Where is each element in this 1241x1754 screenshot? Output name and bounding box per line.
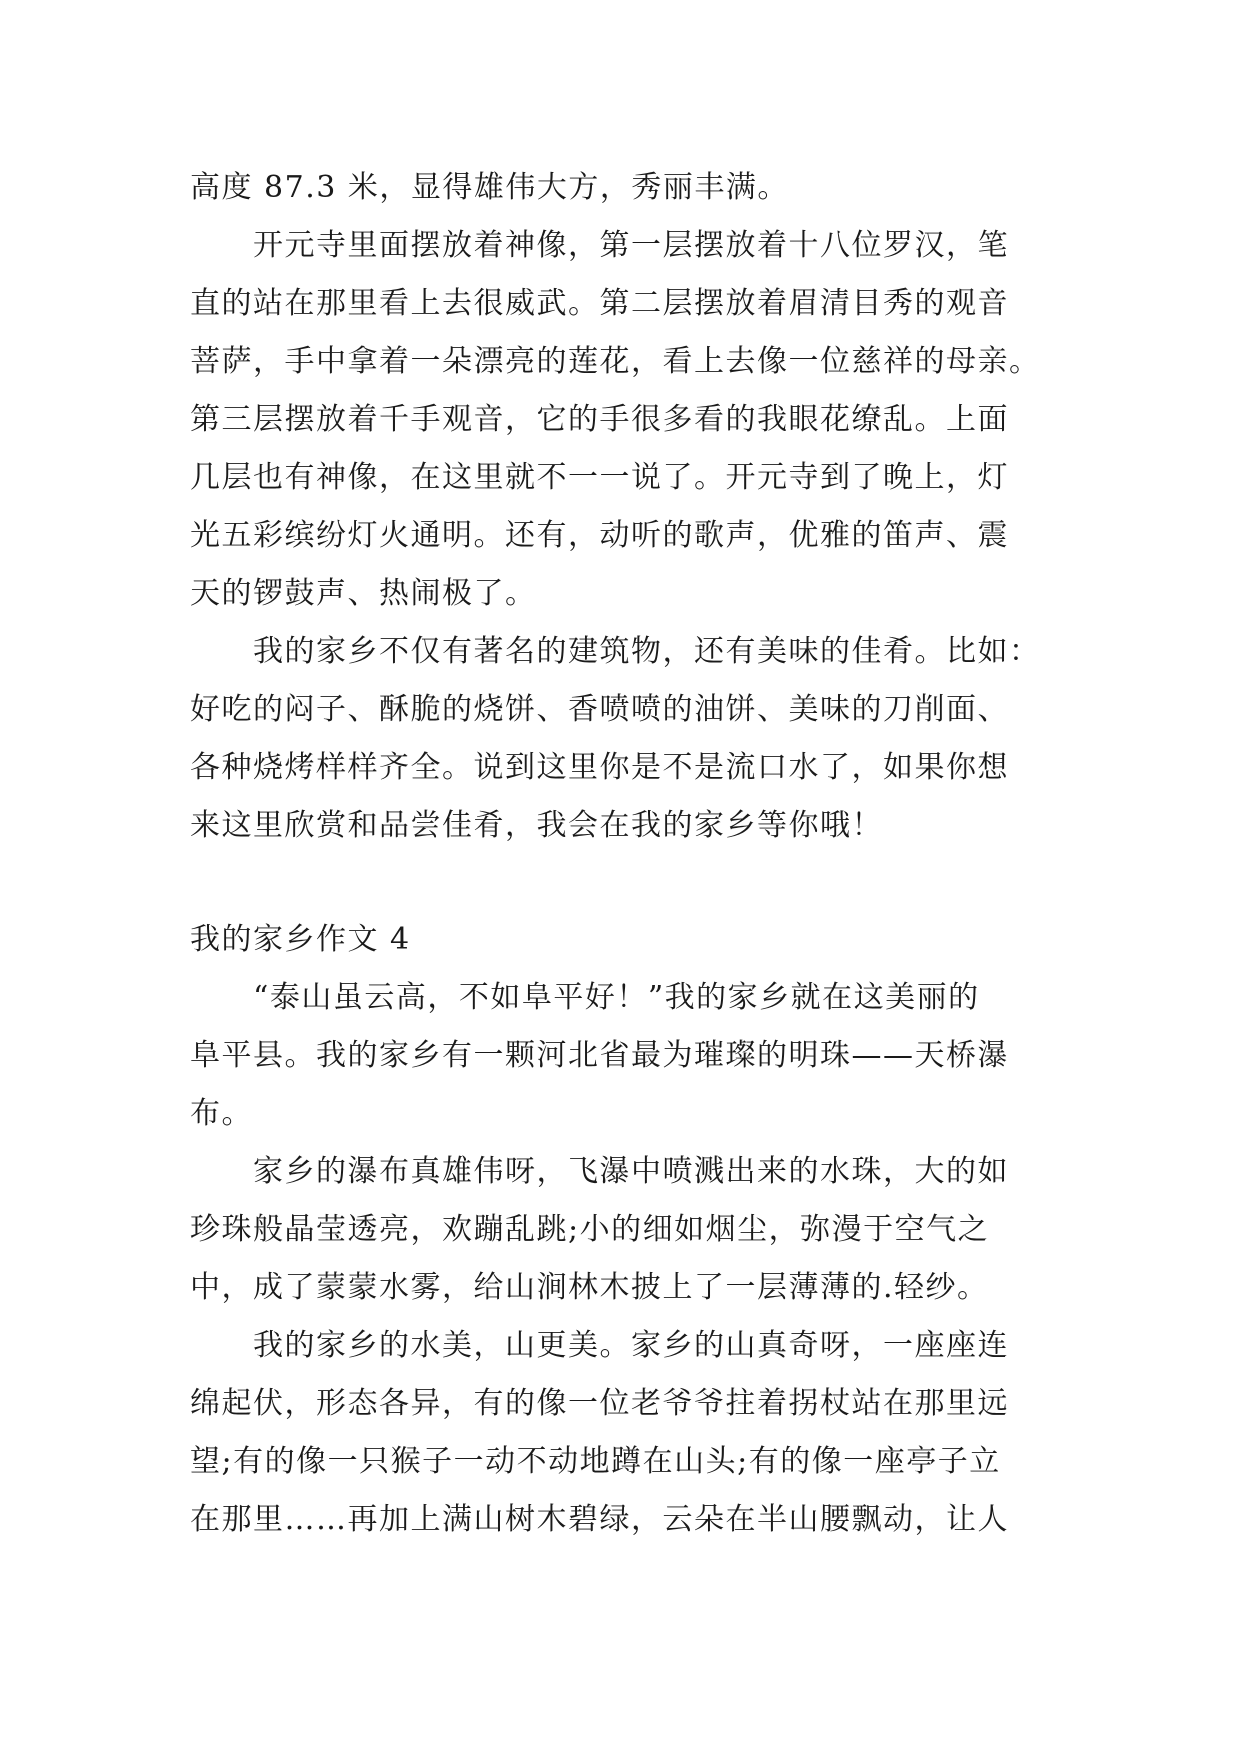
paragraph-line: 来这里欣赏和品尝佳肴，我会在我的家乡等你哦！ bbox=[190, 808, 883, 843]
paragraph-line: 布。 bbox=[190, 1096, 253, 1131]
paragraph-line: 家乡的瀑布真雄伟呀，飞瀑中喷溅出来的水珠，大的如 bbox=[190, 1154, 1009, 1189]
paragraph-line: 第三层摆放着千手观音，它的手很多看的我眼花缭乱。上面 bbox=[190, 402, 1009, 437]
paragraph-line: 直的站在那里看上去很威武。第二层摆放着眉清目秀的观音 bbox=[190, 286, 1009, 321]
section-title: 我的家乡作文 4 bbox=[190, 922, 411, 957]
paragraph-line: 好吃的闷子、酥脆的烧饼、香喷喷的油饼、美味的刀削面、 bbox=[190, 692, 1009, 727]
paragraph-line: 高度 87.3 米，显得雄伟大方，秀丽丰满。 bbox=[190, 170, 789, 205]
paragraph-line: 几层也有神像，在这里就不一一说了。开元寺到了晚上，灯 bbox=[190, 460, 1009, 495]
paragraph-line: 珍珠般晶莹透亮，欢蹦乱跳;小的细如烟尘，弥漫于空气之 bbox=[190, 1212, 990, 1247]
paragraph-line: 光五彩缤纷灯火通明。还有，动听的歌声，优雅的笛声、震 bbox=[190, 518, 1009, 553]
paragraph-line: 阜平县。我的家乡有一颗河北省最为璀璨的明珠——天桥瀑 bbox=[190, 1038, 1009, 1073]
paragraph-line: 在那里……再加上满山树木碧绿，云朵在半山腰飘动，让人 bbox=[190, 1502, 1009, 1537]
paragraph-line: 中，成了蒙蒙水雾，给山涧林木披上了一层薄薄的.轻纱。 bbox=[190, 1270, 989, 1305]
paragraph-line: 菩萨，手中拿着一朵漂亮的莲花，看上去像一位慈祥的母亲。 bbox=[190, 344, 1041, 379]
paragraph-line: 天的锣鼓声、热闹极了。 bbox=[190, 576, 537, 611]
paragraph-line: 我的家乡的水美，山更美。家乡的山真奇呀，一座座连 bbox=[190, 1328, 1009, 1363]
paragraph-line: 望;有的像一只猴子一动不动地蹲在山头;有的像一座亭子立 bbox=[190, 1444, 1001, 1479]
paragraph-line: 我的家乡不仅有著名的建筑物，还有美味的佳肴。比如： bbox=[190, 634, 1041, 669]
paragraph-line: 各种烧烤样样齐全。说到这里你是不是流口水了，如果你想 bbox=[190, 750, 1009, 785]
paragraph-line: “泰山虽云高，不如阜平好！”我的家乡就在这美丽的 bbox=[190, 980, 980, 1015]
paragraph-line: 开元寺里面摆放着神像，第一层摆放着十八位罗汉，笔 bbox=[190, 228, 1009, 263]
paragraph-line: 绵起伏，形态各异，有的像一位老爷爷拄着拐杖站在那里远 bbox=[190, 1386, 1009, 1421]
